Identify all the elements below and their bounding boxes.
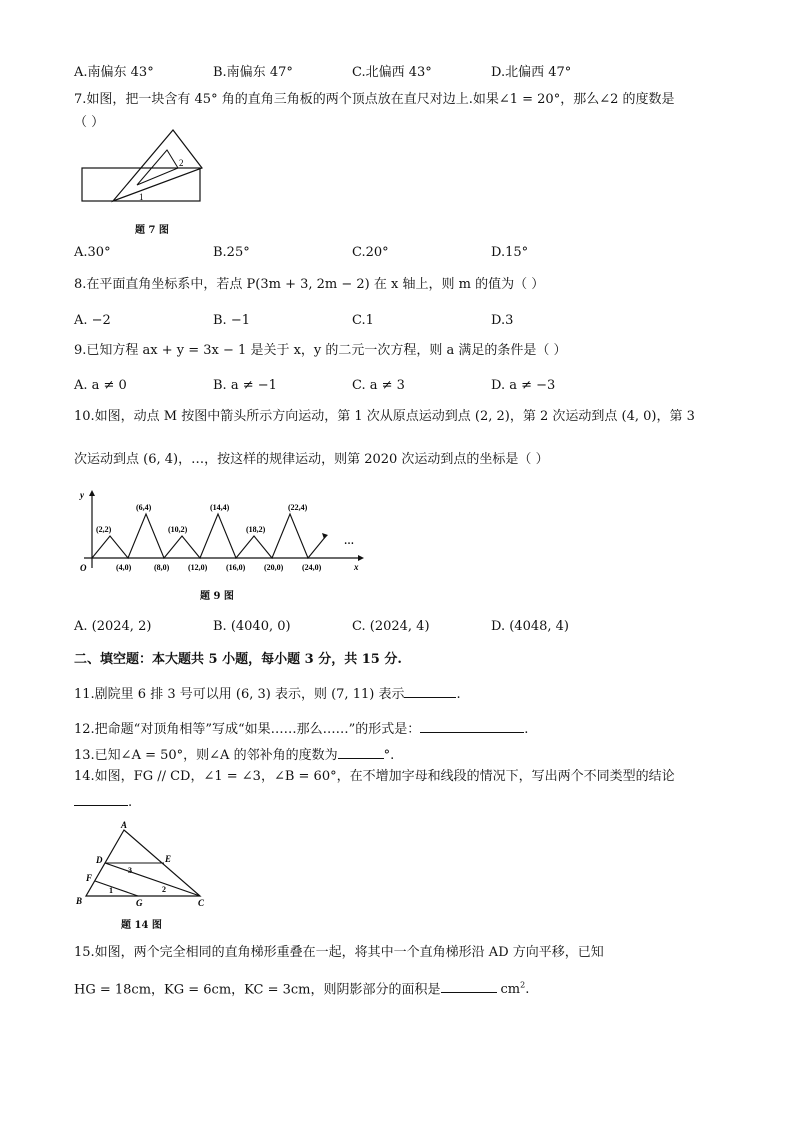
q15-unit-sup: 2 [520,981,526,990]
x-axis-arrow [358,555,364,561]
q15-unit-end: . [525,982,530,998]
q7-option-a: A.30° [74,245,111,260]
q10-option-d: D. (4048, 4) [491,619,569,634]
motion-arrowhead [322,533,328,539]
q14-answer-line [74,791,132,812]
label-b: B [76,896,83,906]
q7-answer-paren: （ ） [74,115,105,130]
q12-answer-blank[interactable] [420,718,524,733]
q15-text: HG = 18cm，KG = 6cm，KC = 3cm，则阴影部分的面积是 [74,982,441,998]
q7-stem: 7.如图，把一块含有 45° 角的直角三角板的两个顶点放在直尺对边上.如果∠1 = 20°，那么∠2 的度数是 [74,92,675,107]
q10-stem-line-2: 次运动到点 (6, 4)，…，按这样的规律运动，则第 2020 次运动到点的坐标是（ ） [74,452,549,467]
point-label-bottom-4: (16,0) [226,563,246,572]
q6-option-c: C.北偏西 43° [352,65,432,80]
q11-end: . [456,687,461,702]
q15-unit [501,982,530,997]
angle-1-label: 1 [109,886,113,895]
q11-text: 11.剧院里 6 排 3 号可以用 (6, 3) 表示，则 (7, 11) 表示 [74,687,405,702]
q7-option-c: C.20° [352,245,389,260]
point-label-bottom-2: (8,0) [154,563,170,572]
q12-line [74,718,528,739]
point-label-top-6: (22,4) [288,503,308,512]
label-f: F [86,873,93,883]
point-label-top-4: (14,4) [210,503,230,512]
q7-option-b: B.25° [213,245,250,260]
q10-option-c: C. (2024, 4) [352,619,430,634]
q7-angle-2-label: 2 [179,158,184,168]
label-a: A [121,820,128,830]
q9-stem: 9.已知方程 ax + y = 3x − 1 是关于 x，y 的二元一次方程，则 a 满足的条件是（ ） [74,343,567,358]
q9-option-a: A. a ≠ 0 [74,378,127,393]
continuation-ellipsis: … [344,536,354,547]
q11-answer-blank[interactable] [404,683,456,698]
q13-end: °. [383,748,395,763]
segment-fg [95,881,138,896]
q6-option-d: D.北偏西 47° [491,65,572,80]
q12-text: 12.把命题“对顶角相等”写成“如果……那么……”的形式是： [74,722,421,737]
q7-angle-1-label: 1 [139,192,144,202]
label-c: C [198,898,205,908]
q9-option-b: B. a ≠ −1 [213,378,277,393]
q6-option-a: A.南偏东 43° [74,65,154,80]
point-label-top-2: (6,4) [136,503,152,512]
point-label-bottom-3: (12,0) [188,563,208,572]
label-d: D [96,855,103,865]
q8-option-d: D.3 [491,313,514,328]
q7-figure [80,128,205,208]
point-label-bottom-5: (20,0) [264,563,284,572]
q15-line-2 [74,977,529,999]
label-e: E [165,854,172,864]
q8-option-a: A. −2 [74,313,111,328]
point-label-bottom-6: (24,0) [302,563,322,572]
q8-stem: 8.在平面直角坐标系中，若点 P(3m + 3, 2m − 2) 在 x 轴上，则 m 的值为（ ） [74,277,545,292]
q15-line-1: 15.如图，两个完全相同的直角梯形重叠在一起，将其中一个直角梯形沿 AD 方向平移，已知 [74,945,604,960]
q10-option-a: A. (2024, 2) [74,619,152,634]
q10-option-b: B. (4040, 0) [213,619,291,634]
origin-label: O [80,563,87,573]
x-axis-label: x [354,562,359,572]
q13-answer-blank[interactable] [338,744,384,759]
motion-path [92,514,326,558]
q10-figure [76,488,366,578]
q14-stem: 14.如图，FG // CD，∠1 = ∠3，∠B = 60°，在不增加字母和线段的情况下，写出两个不同类型的结论 [74,769,675,784]
triangle-board-outer [113,130,202,201]
q6-option-b: B.南偏东 47° [213,65,293,80]
q15-unit-base: cm [500,982,521,998]
label-g: G [136,898,143,908]
q8-option-b: B. −1 [213,313,250,328]
point-label-bottom-1: (4,0) [116,563,132,572]
q14-caption: 题 14 图 [121,920,162,931]
q14-figure [76,820,210,908]
angle-3-label: 3 [128,866,132,875]
q10-stem-line-1: 10.如图，动点 M 按图中箭头所示方向运动，第 1 次从原点运动到点 (2, 2)，第 2 次运动到点 (4, 0)，第 3 [74,409,695,424]
q13-line [74,744,394,765]
y-axis-arrow [89,490,95,496]
q10-caption: 题 9 图 [200,591,234,602]
angle-2-label: 2 [162,885,166,894]
q12-end: . [524,722,529,737]
q9-option-d: D. a ≠ −3 [491,378,556,393]
q7-caption: 题 7 图 [135,225,169,236]
segment-dc [105,863,200,896]
q11-line [74,683,461,704]
point-label-top-3: (10,2) [168,525,188,534]
q13-text: 13.已知∠A = 50°，则∠A 的邻补角的度数为 [74,748,338,763]
q9-option-c: C. a ≠ 3 [352,378,405,393]
y-axis-label: y [80,490,84,500]
point-label-top-5: (18,2) [246,525,266,534]
point-label-top-1: (2,2) [96,525,112,534]
q14-answer-blank[interactable] [74,791,128,806]
q14-end: . [128,795,133,810]
q7-option-d: D.15° [491,245,529,260]
q8-option-c: C.1 [352,313,374,328]
section-2-heading: 二、填空题：本大题共 5 小题，每小题 3 分，共 15 分. [74,652,402,667]
q15-answer-blank[interactable] [441,978,497,993]
